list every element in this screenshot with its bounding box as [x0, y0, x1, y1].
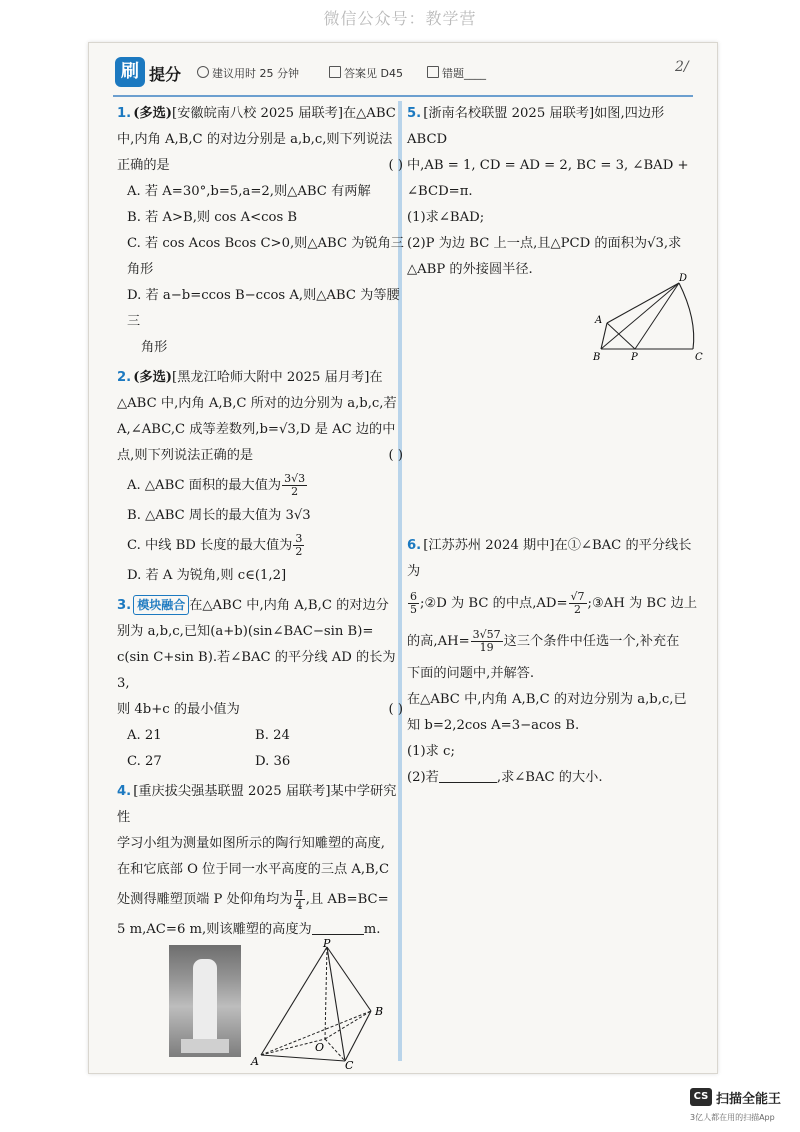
- answer-paren: ( ): [388, 448, 403, 463]
- question-stem: c(sin C+sin B).若∠BAC 的平分线 AD 的长为 3,: [117, 650, 396, 691]
- question-stem: 点,则下列说法正确的是: [117, 448, 254, 463]
- fraction: [294, 887, 305, 912]
- question-stem: 在△ABC 中,内角 A,B,C 的对边分: [189, 598, 389, 613]
- question-stem: A,∠ABC,C 成等差数列,b=√3,D 是 AC 边的中: [117, 422, 396, 437]
- figure-pyramid: [249, 939, 397, 1069]
- label-o: O: [315, 1041, 325, 1054]
- note-icon: [427, 66, 439, 78]
- option-b: B. △ABC 周长的最大值为 3√3: [127, 508, 311, 523]
- fraction-denominator: 2: [574, 603, 582, 616]
- fraction-numerator: 3√57: [472, 628, 501, 641]
- time-label: 建议用时 25 分钟: [212, 67, 299, 80]
- edge-ad: [607, 283, 679, 323]
- answer-paren: ( ): [388, 158, 403, 173]
- question-source: [江苏苏州 2024 期中]: [423, 538, 555, 553]
- option-b: B. 24: [255, 728, 290, 743]
- question-5: [407, 101, 703, 283]
- module-badge: 模块融合: [133, 595, 189, 615]
- answer-ref: [329, 65, 403, 81]
- fraction-denominator: 2: [295, 545, 303, 558]
- error-count: [427, 65, 486, 81]
- option-c: C. 中线 BD 长度的最大值为: [127, 538, 293, 553]
- time-suggestion: [197, 65, 299, 81]
- question-number: 5.: [407, 106, 422, 121]
- question-stem: 下面的问题中,并解答.: [407, 666, 535, 681]
- question-stem: ∠BCD=π.: [407, 184, 473, 199]
- question-source: [黑龙江哈师大附中 2025 届月考]: [172, 370, 370, 385]
- page-header: [89, 53, 717, 93]
- question-stem: △ABC 中,内角 A,B,C 所对的边分别为 a,b,c,若: [117, 396, 397, 411]
- label-a: A: [251, 1055, 259, 1068]
- label-p: P: [323, 939, 331, 950]
- clock-icon: [197, 66, 209, 78]
- question-number: 3.: [117, 598, 132, 613]
- left-column: [117, 101, 407, 947]
- fraction-numerator: 3√3: [284, 472, 306, 485]
- sub-question-2: (2)若: [407, 770, 439, 785]
- right-column-lower: [407, 533, 703, 795]
- label-a: A: [595, 315, 603, 326]
- statue-figure: [193, 959, 217, 1043]
- option-d: D. 36: [255, 754, 291, 769]
- option-d-cont: 角形: [141, 340, 168, 355]
- page-number: 2/: [675, 59, 689, 75]
- height-po: [325, 947, 327, 1039]
- scanner-footer: [690, 1086, 800, 1132]
- question-stem: 则 4b+c 的最小值为: [117, 702, 240, 717]
- label-d: D: [679, 273, 688, 284]
- question-stem: 处测得雕塑顶端 P 处仰角均为: [117, 892, 293, 907]
- fraction: [293, 533, 304, 558]
- statue-pedestal: [181, 1039, 229, 1053]
- fraction-denominator: 4: [295, 899, 303, 912]
- seg-pd: [635, 283, 679, 349]
- edge-cb: [345, 1011, 371, 1061]
- question-stem: ;②D 为 BC 的中点,AD=: [420, 596, 568, 611]
- question-6: [407, 533, 703, 791]
- option-a: A. 21: [127, 728, 162, 743]
- header-rule: [113, 95, 693, 97]
- fraction: [569, 591, 587, 616]
- question-stem: ,且 AB=BC=: [305, 892, 389, 907]
- camscanner-logo-icon: CS: [690, 1088, 712, 1106]
- label-b: B: [375, 1005, 384, 1018]
- option-d: D. 若 a−b=ccos B−ccos A,则△ABC 为等腰三: [127, 288, 400, 329]
- error-label: 错题____: [442, 67, 486, 80]
- sub-question-2: ,求∠BAC 的大小.: [496, 770, 603, 785]
- figure-quadrilateral: [589, 271, 709, 361]
- question-2: [117, 365, 407, 589]
- question-stem: 某中学研究性: [117, 784, 397, 825]
- book-icon: [329, 66, 341, 78]
- fraction-numerator: √7: [570, 590, 585, 603]
- question-stem: m.: [363, 922, 381, 937]
- question-stem: 如图,四边形 ABCD: [407, 106, 665, 147]
- scanner-slogan: 3亿人都在用的扫描App: [690, 1113, 775, 1122]
- option-c: C. 若 cos Acos Bcos C>0,则△ABC 为锐角三角形: [127, 236, 404, 277]
- question-stem: ;③AH 为 BC 边上: [587, 596, 698, 611]
- fraction-denominator: 2: [291, 485, 299, 498]
- question-number: 2.: [117, 370, 132, 385]
- question-3: [117, 593, 407, 775]
- question-stem: 学习小组为测量如图所示的陶行知雕塑的高度,: [117, 836, 385, 851]
- label-p: P: [631, 352, 638, 361]
- brand-badge: 刷: [115, 57, 145, 87]
- question-type: (多选): [133, 106, 173, 121]
- arc-dc: [679, 283, 694, 349]
- question-stem: 知 b=2,2cos A=3−acos B.: [407, 718, 580, 733]
- question-number: 1.: [117, 106, 132, 121]
- scanner-name: 扫描全能王: [716, 1092, 782, 1107]
- question-stem: 在△ABC: [342, 106, 396, 121]
- option-d: D. 若 A 为锐角,则 c∈(1,2]: [127, 568, 287, 583]
- question-number: 6.: [407, 538, 422, 553]
- question-source: [浙南名校联盟 2025 届联考]: [423, 106, 595, 121]
- fraction-numerator: 6: [410, 590, 417, 603]
- question-type: (多选): [133, 370, 173, 385]
- answer-paren: ( ): [388, 702, 403, 717]
- diag-bd: [601, 283, 679, 349]
- question-stem: 的高,AH=: [407, 634, 470, 649]
- sub-question-1: (1)求 c;: [407, 744, 455, 759]
- fraction-denominator: 5: [410, 603, 417, 616]
- edge-pb: [327, 947, 371, 1011]
- question-stem: 别为 a,b,c,已知(a+b)(sin∠BAC−sin B)=: [117, 624, 374, 639]
- edge-ac: [261, 1055, 345, 1061]
- question-source: [重庆拔尖强基联盟 2025 届联考]: [133, 784, 331, 799]
- label-c: C: [695, 352, 703, 361]
- question-stem: 中,AB = 1, CD = AD = 2, BC = 3, ∠BAD +: [407, 158, 689, 173]
- question-stem: 在和它底部 O 位于同一水平高度的三点 A,B,C: [117, 862, 390, 877]
- sub-question-2-cont: △ABP 的外接圆半径.: [407, 262, 533, 277]
- watermark: 微信公众号：教学营: [323, 9, 477, 28]
- worksheet-page: [88, 42, 718, 1074]
- option-c: C. 27: [127, 754, 162, 769]
- option-b: B. 若 A>B,则 cos A<cos B: [127, 210, 298, 225]
- question-1: [117, 101, 407, 361]
- question-stem: 在△ABC 中,内角 A,B,C 的对边分别为 a,b,c,已: [407, 692, 687, 707]
- question-stem: 在①∠BAC 的平分线长为: [407, 538, 692, 579]
- question-stem: 中,内角 A,B,C 的对边分别是 a,b,c,则下列说法: [117, 132, 393, 147]
- sub-question-2: (2)P 为边 BC 上一点,且△PCD 的面积为√3,求: [407, 236, 682, 251]
- question-source: [安徽皖南八校 2025 届联考]: [172, 106, 343, 121]
- question-stem: 5 m,AC=6 m,则该雕塑的高度为: [117, 922, 312, 937]
- option-a: A. 若 A=30°,b=5,a=2,则△ABC 有两解: [127, 184, 371, 199]
- option-a: A. △ABC 面积的最大值为: [127, 478, 282, 493]
- fraction-denominator: 19: [479, 641, 494, 654]
- edge-pa: [261, 947, 327, 1055]
- fraction: [471, 629, 503, 654]
- answer-blank[interactable]: [312, 920, 364, 935]
- right-column: [407, 101, 703, 287]
- question-stem: 这三个条件中任选一个,补充在: [503, 634, 680, 649]
- sub-question-1: (1)求∠BAD;: [407, 210, 485, 225]
- label-c: C: [345, 1059, 354, 1069]
- question-stem: 正确的是: [117, 158, 170, 173]
- seg-ap: [607, 323, 635, 349]
- question-4: [117, 779, 407, 943]
- fraction-numerator: π: [295, 886, 303, 899]
- condition-blank[interactable]: [439, 768, 497, 783]
- label-b: B: [593, 352, 601, 361]
- section-title: 提分: [149, 65, 182, 84]
- statue-photo: [169, 945, 241, 1057]
- fraction: [408, 591, 419, 616]
- question-number: 4.: [117, 784, 132, 799]
- question-stem: 在: [369, 370, 383, 385]
- fraction: [282, 473, 307, 498]
- answer-label: 答案见 D45: [344, 67, 403, 80]
- fraction-numerator: 3: [295, 532, 303, 545]
